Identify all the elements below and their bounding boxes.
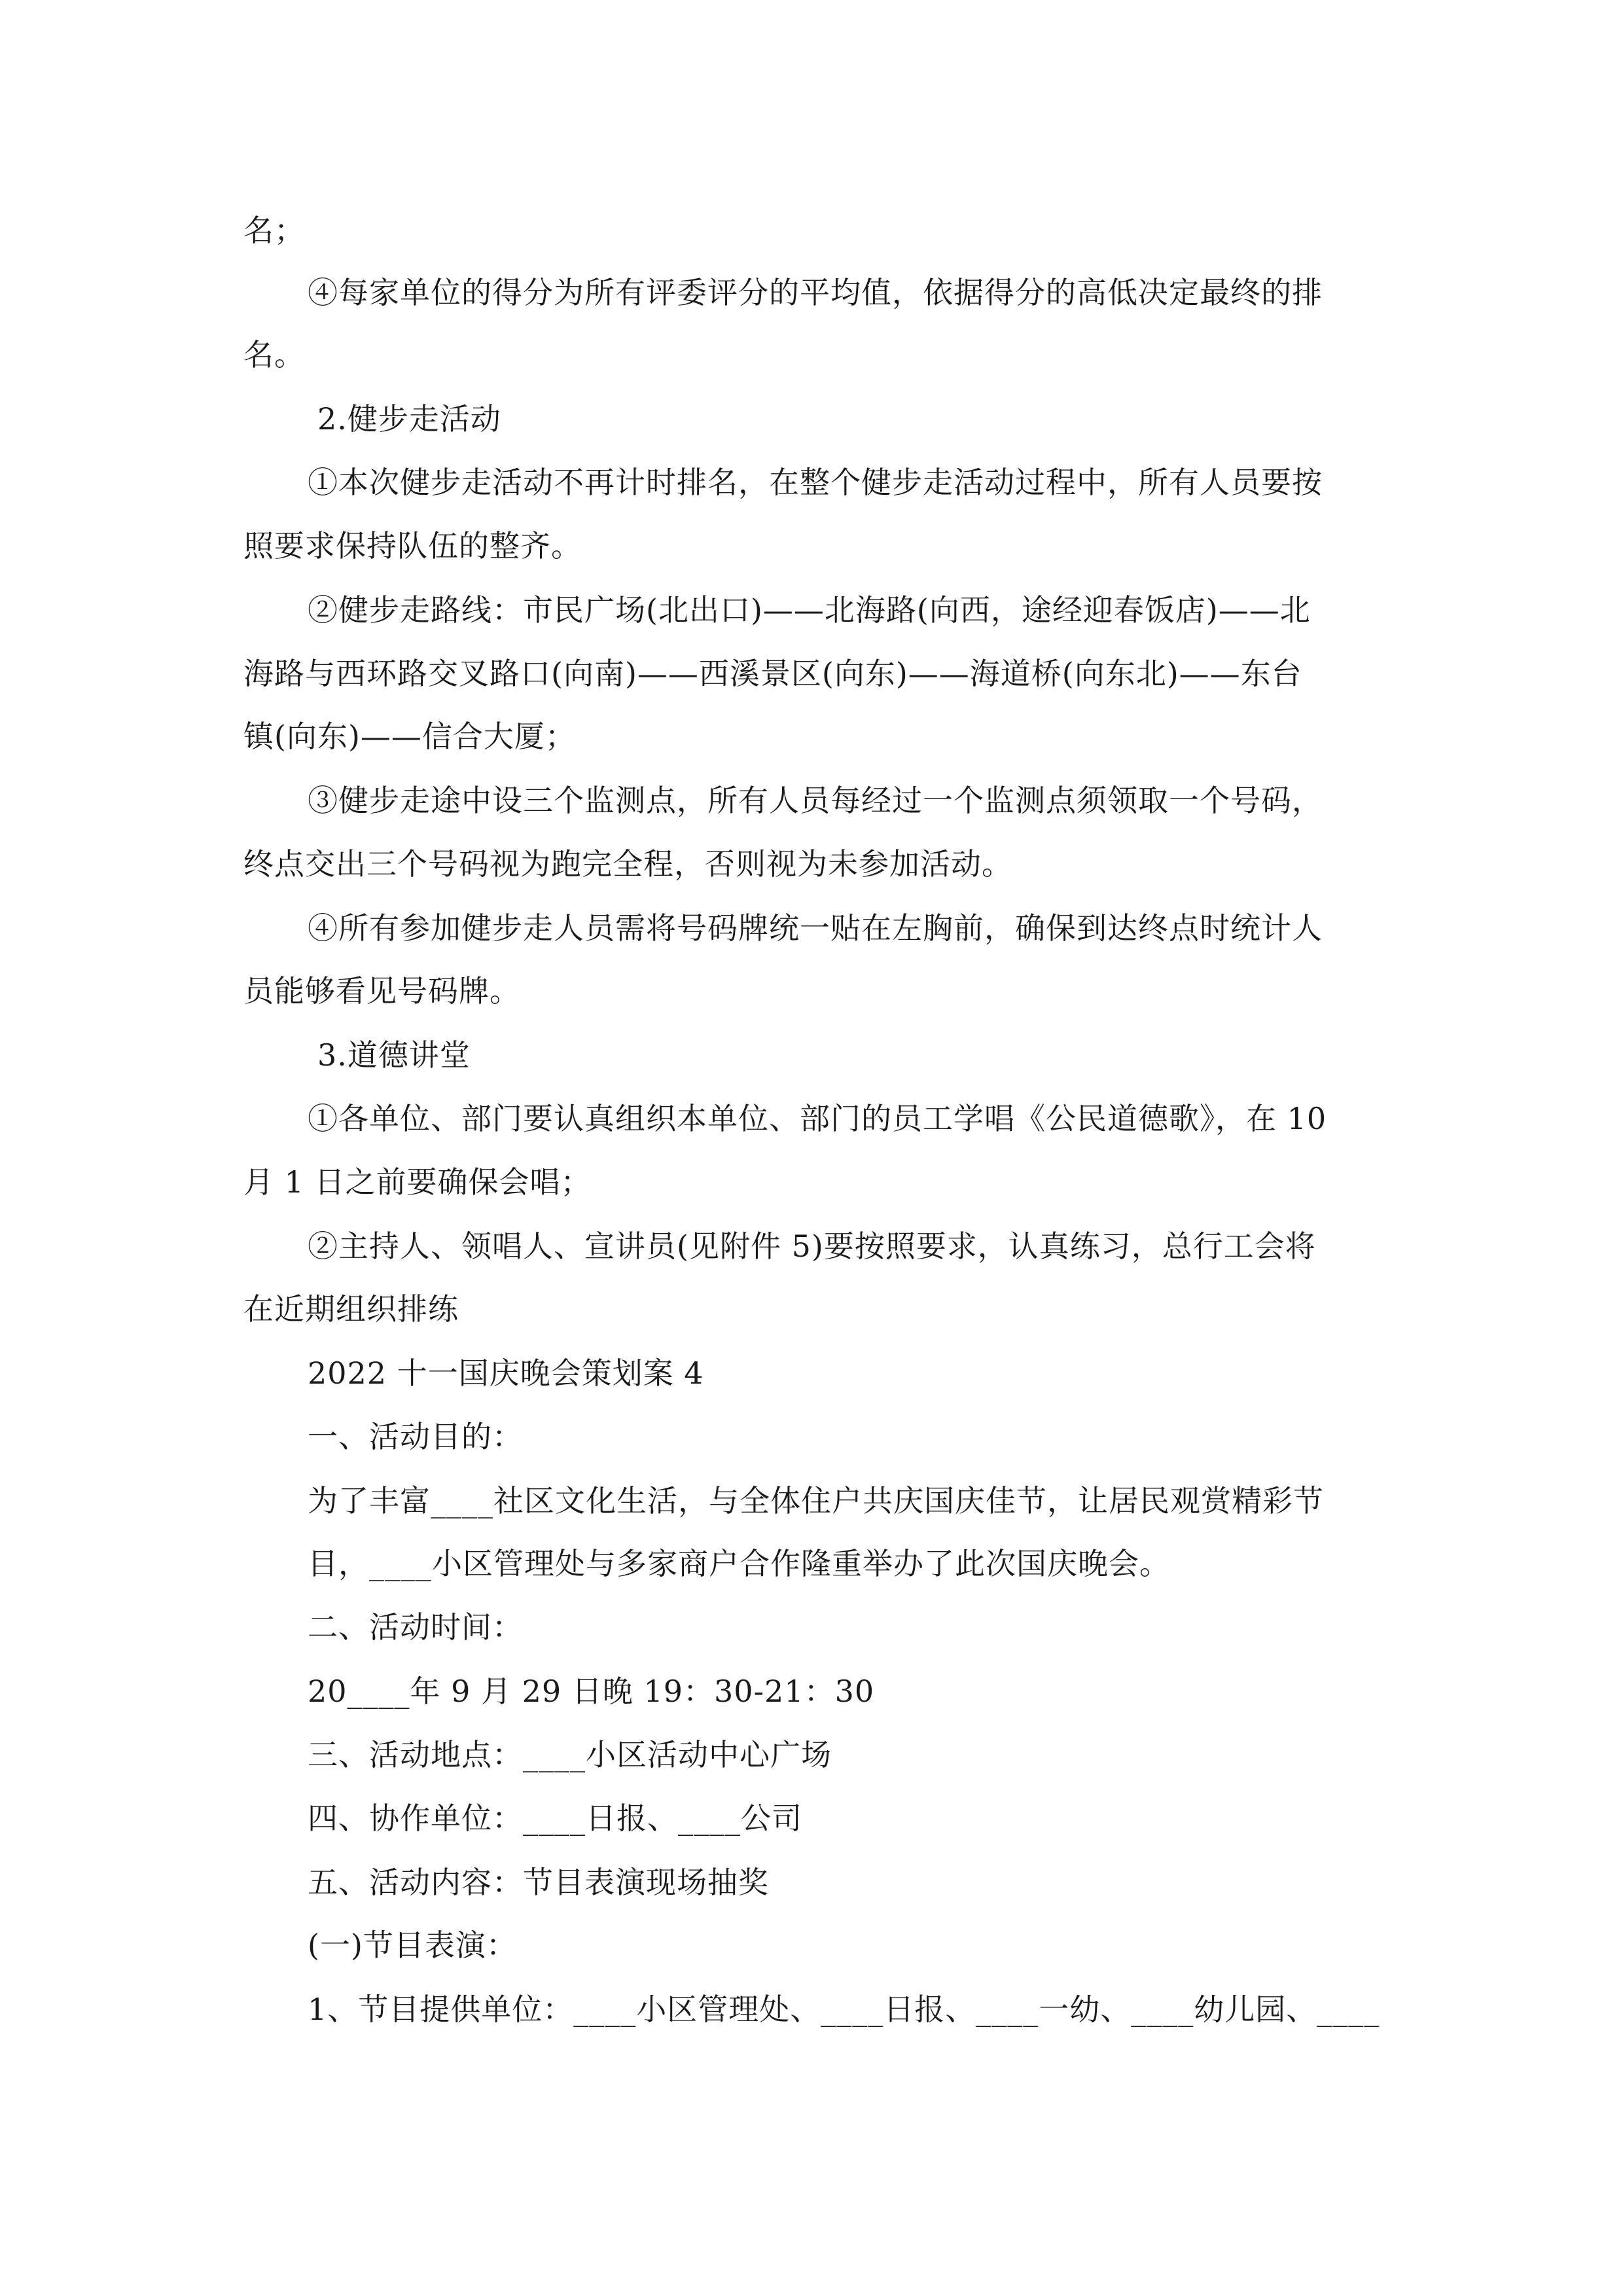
text-line: 名； xyxy=(243,213,305,248)
text-line: 20____年 9 月 29 日晚 19：30-21：30 xyxy=(308,1674,875,1709)
text-line: 海路与西环路交叉路口(向南)——西溪景区(向东)——海道桥(向东北)——东台 xyxy=(243,656,1302,691)
text-line: ②主持人、领唱人、宣讲员(见附件 5)要按照要求，认真练习，总行工会将 xyxy=(308,1229,1316,1264)
section-heading: 3.道德讲堂 xyxy=(317,1037,471,1073)
section-heading: 一、活动目的： xyxy=(308,1419,523,1454)
text-line: ①本次健步走活动不再计时排名，在整个健步走活动过程中，所有人员要按 xyxy=(308,465,1323,500)
text-line: ④所有参加健步走人员需将号码牌统一贴在左胸前，确保到达终点时统计人 xyxy=(308,910,1323,946)
text-line: 名。 xyxy=(243,337,305,372)
text-line: ③健步走途中设三个监测点，所有人员每经过一个监测点须领取一个号码， xyxy=(308,783,1323,818)
text-line: 终点交出三个号码视为跑完全程，否则视为未参加活动。 xyxy=(243,846,1012,882)
text-line: (一)节目表演： xyxy=(308,1928,517,1963)
section-heading: 2.健步走活动 xyxy=(317,401,501,437)
text-line: 镇(向东)——信合大厦； xyxy=(243,719,576,754)
text-line: ②健步走路线：市民广场(北出口)——北海路(向西，途经迎春饭店)——北 xyxy=(308,592,1311,628)
text-line: ①各单位、部门要认真组织本单位、部门的员工学唱《公民道德歌》，在 10 xyxy=(308,1101,1327,1136)
text-line: 五、活动内容：节目表演现场抽奖 xyxy=(308,1865,769,1900)
text-line: 为了丰富____社区文化生活，与全体住户共庆国庆佳节，让居民观赏精彩节 xyxy=(308,1483,1324,1518)
text-line: 1、节目提供单位：____小区管理处、____日报、____一幼、____幼儿园、____ xyxy=(308,1992,1380,2027)
text-line: 照要求保持队伍的整齐。 xyxy=(243,528,582,564)
text-line: 目，____小区管理处与多家商户合作隆重举办了此次国庆晚会。 xyxy=(308,1546,1170,1581)
text-line: 在近期组织排练 xyxy=(243,1291,459,1327)
text-line: 三、活动地点：____小区活动中心广场 xyxy=(308,1737,832,1772)
section-heading: 二、活动时间： xyxy=(308,1609,523,1645)
document-title: 2022 十一国庆晚会策划案 4 xyxy=(308,1355,704,1391)
text-line: 员能够看见号码牌。 xyxy=(243,973,520,1009)
text-line: 月 1 日之前要确保会唱； xyxy=(243,1164,592,1200)
text-line: 四、协作单位：____日报、____公司 xyxy=(308,1801,802,1836)
text-line: ④每家单位的得分为所有评委评分的平均值，依据得分的高低决定最终的排 xyxy=(308,275,1323,310)
